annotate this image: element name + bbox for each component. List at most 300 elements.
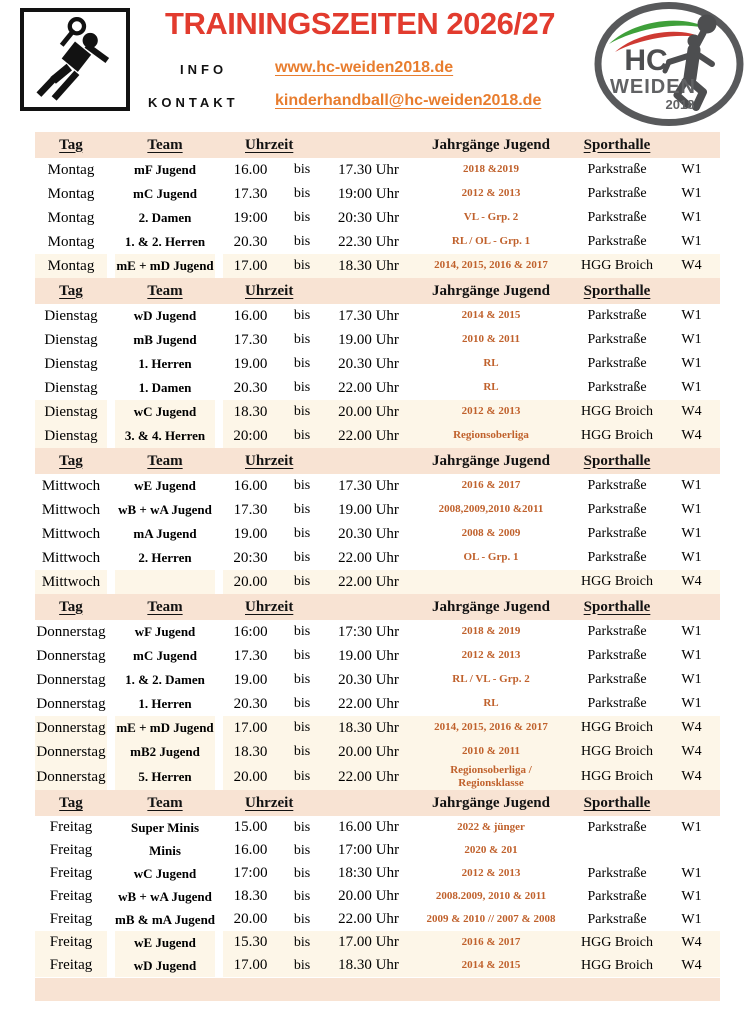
row-hall-code: W1 <box>681 819 702 835</box>
table-row <box>35 328 720 352</box>
row-sporthalle: HGG Broich <box>581 574 653 589</box>
column-gap <box>215 304 223 328</box>
column-gap <box>215 885 223 908</box>
hc-weiden-logo-icon <box>593 2 745 126</box>
row-team: Minis <box>149 842 181 858</box>
row-main <box>223 158 720 182</box>
row-sporthalle: Parkstraße <box>587 210 647 225</box>
table-row <box>35 862 720 885</box>
row-sporthalle: Parkstraße <box>587 624 647 639</box>
column-gap <box>107 862 115 885</box>
row-jahrgaenge: 2008.2009, 2010 & 2011 <box>435 890 547 903</box>
row-hall-code: W1 <box>681 696 702 711</box>
row-hall-code: W4 <box>681 934 702 950</box>
row-main <box>223 424 720 448</box>
row-start-time: 20.00 <box>233 573 268 590</box>
table-row <box>35 885 720 908</box>
column-gap <box>107 816 115 839</box>
row-start-time: 17.30 <box>233 185 268 202</box>
column-gap <box>215 158 223 182</box>
row-sporthalle: HGG Broich <box>581 258 653 273</box>
row-end-time: 22.00 Uhr <box>338 573 399 590</box>
row-day: Freitag <box>49 865 93 882</box>
row-bis-label: bis <box>293 842 311 858</box>
row-team: 2. Damen <box>138 210 192 225</box>
schedule-sections <box>35 132 720 977</box>
row-day: Montag <box>47 161 95 178</box>
row-day: Montag <box>47 209 95 226</box>
row-end-time: 22.00 Uhr <box>338 695 399 712</box>
row-end-time: 20.30 Uhr <box>338 355 399 372</box>
row-day: Freitag <box>35 931 107 954</box>
row-day: Mittwoch <box>35 570 107 594</box>
row-day: Donnerstag <box>36 623 106 640</box>
section-header-main <box>223 278 720 304</box>
row-end-time: 19.00 Uhr <box>338 501 399 518</box>
col-header-sporthalle: Sporthalle <box>583 452 651 469</box>
col-header-uhrzeit: Uhrzeit <box>245 136 294 153</box>
row-day: Montag <box>47 233 95 250</box>
row-jahrgaenge: VL - Grp. 2 <box>463 211 519 224</box>
section-header-main <box>223 448 720 474</box>
row-bis-label: bis <box>293 502 311 517</box>
row-day: Mittwoch <box>41 549 101 566</box>
row-sporthalle: Parkstraße <box>587 478 647 493</box>
row-day: Mittwoch <box>41 525 101 542</box>
row-start-time: 16.00 <box>233 161 268 178</box>
column-gap <box>215 546 223 570</box>
row-sporthalle: Parkstraße <box>587 380 647 395</box>
row-end-time: 22.00 Uhr <box>338 549 399 566</box>
row-jahrgaenge: 2014 & 2015 <box>461 959 521 972</box>
row-main <box>223 474 720 498</box>
row-end-time: 20.00 Uhr <box>338 743 399 760</box>
row-bis-label: bis <box>293 308 311 323</box>
row-hall-code: W1 <box>681 648 702 663</box>
row-bis-label: bis <box>293 356 311 371</box>
handball-pictogram-box <box>20 8 130 111</box>
row-bis-label: bis <box>293 550 311 565</box>
row-sporthalle: HGG Broich <box>581 769 653 785</box>
logo-text-hc: HC <box>624 44 668 77</box>
column-gap <box>107 230 115 254</box>
row-hall-code: W4 <box>681 957 702 973</box>
row-jahrgaenge: 2018 & 2019 <box>461 625 521 638</box>
row-start-time: 19:00 <box>233 209 268 226</box>
section-header-row <box>35 132 720 158</box>
column-gap <box>107 352 115 376</box>
row-main <box>223 620 720 644</box>
row-end-time: 22.00 Uhr <box>338 911 399 928</box>
row-hall-code: W4 <box>681 574 702 589</box>
row-end-time: 17.30 Uhr <box>338 477 399 494</box>
col-header-jahrgaenge: Jahrgänge Jugend <box>432 282 550 299</box>
column-gap <box>107 716 115 740</box>
column-gap <box>215 498 223 522</box>
row-hall-code: W1 <box>681 526 702 541</box>
table-row <box>35 954 720 977</box>
row-hall-code: W1 <box>681 911 702 927</box>
table-row <box>35 570 720 594</box>
row-end-time: 19:00 Uhr <box>337 185 400 202</box>
row-main <box>223 546 720 570</box>
row-sporthalle: Parkstraße <box>587 888 647 904</box>
row-end-time: 22.00 Uhr <box>338 768 399 785</box>
column-gap <box>215 278 223 304</box>
row-end-time: 17.30 Uhr <box>338 307 399 324</box>
section-header-row <box>35 790 720 816</box>
row-day: Mittwoch <box>41 477 101 494</box>
row-end-time: 18.30 Uhr <box>338 957 399 974</box>
row-end-time: 16.00 Uhr <box>338 819 399 836</box>
row-start-time: 18.30 <box>233 888 268 905</box>
row-jahrgaenge: Regionsoberliga / Regionsklasse <box>450 764 532 790</box>
column-gap <box>107 498 115 522</box>
row-bis-label: bis <box>293 234 311 249</box>
row-jahrgaenge: RL <box>483 357 499 370</box>
header-spacer <box>663 448 720 474</box>
row-hall-code: W1 <box>681 550 702 565</box>
table-row <box>35 692 720 716</box>
row-end-time: 20:30 Uhr <box>337 209 400 226</box>
row-jahrgaenge: 2014, 2015, 2016 & 2017 <box>434 721 548 734</box>
row-team: 2. Herren <box>138 550 192 565</box>
row-main <box>223 954 720 977</box>
table-row <box>35 206 720 230</box>
row-hall-code: W1 <box>681 502 702 517</box>
row-sporthalle: HGG Broich <box>581 957 653 973</box>
day-section-donnerstag <box>35 594 720 790</box>
row-end-time: 20.30 Uhr <box>338 525 399 542</box>
row-end-time: 20.00 Uhr <box>338 403 399 420</box>
col-header-jahrgaenge: Jahrgänge Jugend <box>432 452 550 469</box>
row-bis-label: bis <box>293 210 311 225</box>
col-header-sporthalle: Sporthalle <box>583 136 651 153</box>
column-gap <box>215 716 223 740</box>
row-team: wF Jugend <box>134 624 196 639</box>
col-header-tag: Tag <box>59 794 83 811</box>
row-start-time: 20.30 <box>233 379 268 396</box>
row-start-time: 17.00 <box>233 957 268 974</box>
row-team: Super Minis <box>130 819 200 835</box>
row-start-time: 17.30 <box>233 647 268 664</box>
row-team: wC Jugend <box>133 865 197 881</box>
row-main <box>223 764 720 790</box>
section-header-row <box>35 278 720 304</box>
column-gap <box>215 954 223 977</box>
email-link[interactable]: kinderhandball@hc-weiden2018.de <box>275 92 542 109</box>
row-main <box>223 182 720 206</box>
row-start-time: 16.00 <box>233 307 268 324</box>
row-hall-code: W4 <box>681 720 702 735</box>
row-start-time: 15.30 <box>233 934 268 951</box>
document-header <box>0 0 750 132</box>
row-day: Dienstag <box>44 379 98 396</box>
column-gap <box>215 594 223 620</box>
column-gap <box>215 474 223 498</box>
header-spacer <box>326 132 411 158</box>
row-team: wD Jugend <box>115 954 215 977</box>
col-header-sporthalle: Sporthalle <box>583 282 651 299</box>
row-end-time: 20.00 Uhr <box>338 888 399 905</box>
row-team: mE + mD Jugend <box>115 254 215 278</box>
logo-text-weiden: WEIDEN <box>610 76 696 98</box>
row-main <box>223 816 720 839</box>
row-start-time: 18.30 <box>233 743 268 760</box>
column-gap <box>107 304 115 328</box>
col-header-team: Team <box>147 452 183 469</box>
row-jahrgaenge: 2014 & 2015 <box>461 309 521 322</box>
column-gap <box>107 594 115 620</box>
row-bis-label: bis <box>293 888 311 904</box>
col-header-tag: Tag <box>59 136 83 153</box>
table-row <box>35 424 720 448</box>
column-gap <box>107 931 115 954</box>
column-gap <box>107 546 115 570</box>
column-gap <box>215 570 223 594</box>
column-gap <box>215 448 223 474</box>
table-row <box>35 522 720 546</box>
row-day: Dienstag <box>44 331 98 348</box>
header-spacer <box>326 448 411 474</box>
row-team: 5. Herren <box>115 764 215 790</box>
row-sporthalle: Parkstraße <box>587 162 647 177</box>
column-gap <box>215 352 223 376</box>
row-team: mE + mD Jugend <box>115 716 215 740</box>
row-bis-label: bis <box>293 186 311 201</box>
header-spacer <box>663 790 720 816</box>
row-sporthalle: HGG Broich <box>581 744 653 759</box>
row-sporthalle: Parkstraße <box>587 550 647 565</box>
row-sporthalle: Parkstraße <box>587 526 647 541</box>
column-gap <box>107 522 115 546</box>
section-header-main <box>223 790 720 816</box>
row-end-time: 22.00 Uhr <box>338 379 399 396</box>
row-bis-label: bis <box>293 934 311 950</box>
row-start-time: 16.00 <box>233 477 268 494</box>
row-sporthalle: Parkstraße <box>587 911 647 927</box>
col-header-sporthalle: Sporthalle <box>583 794 651 811</box>
column-gap <box>215 839 223 862</box>
row-hall-code: W4 <box>681 428 702 443</box>
column-gap <box>215 790 223 816</box>
page-title: TRAININGSZEITEN 2026/27 <box>165 6 555 41</box>
kontakt-label: KONTAKT <box>148 95 239 110</box>
row-team: 1. Damen <box>138 380 192 395</box>
table-row <box>35 400 720 424</box>
table-row <box>35 182 720 206</box>
col-header-jahrgaenge: Jahrgänge Jugend <box>432 136 550 153</box>
col-header-uhrzeit: Uhrzeit <box>245 452 294 469</box>
row-jahrgaenge: RL <box>483 697 499 710</box>
column-gap <box>215 644 223 668</box>
section-header-main <box>223 132 720 158</box>
column-gap <box>215 182 223 206</box>
row-hall-code: W4 <box>681 744 702 759</box>
row-sporthalle: Parkstraße <box>587 356 647 371</box>
row-jahrgaenge: 2008,2009,2010 &2011 <box>438 503 544 516</box>
row-bis-label: bis <box>293 720 311 735</box>
row-day: Donnerstag <box>36 647 106 664</box>
row-main <box>223 328 720 352</box>
row-main <box>223 908 720 931</box>
column-gap <box>215 230 223 254</box>
row-main <box>223 376 720 400</box>
row-bis-label: bis <box>293 957 311 973</box>
row-jahrgaenge: RL / OL - Grp. 1 <box>451 235 531 248</box>
row-hall-code: W4 <box>681 258 702 273</box>
column-gap <box>215 740 223 764</box>
table-row <box>35 546 720 570</box>
row-end-time: 17:30 Uhr <box>337 623 400 640</box>
row-hall-code: W4 <box>681 404 702 419</box>
section-header-main <box>223 594 720 620</box>
header-spacer <box>663 278 720 304</box>
row-team <box>115 570 215 594</box>
column-gap <box>107 182 115 206</box>
row-main <box>223 522 720 546</box>
table-row <box>35 816 720 839</box>
club-logo <box>593 2 745 126</box>
row-day: Freitag <box>35 954 107 977</box>
row-end-time: 17.00 Uhr <box>338 934 399 951</box>
handball-player-icon <box>24 12 126 107</box>
column-gap <box>107 158 115 182</box>
column-gap <box>107 206 115 230</box>
row-team: 1. & 2. Damen <box>125 672 205 687</box>
column-gap <box>107 692 115 716</box>
row-team: wB + wA Jugend <box>118 502 212 517</box>
column-gap <box>215 620 223 644</box>
table-row <box>35 668 720 692</box>
row-hall-code: W1 <box>681 865 702 881</box>
row-team: wD Jugend <box>133 308 197 323</box>
column-gap <box>215 908 223 931</box>
row-hall-code: W1 <box>681 162 702 177</box>
day-section-montag <box>35 132 720 278</box>
row-team: 1. & 2. Herren <box>124 234 206 249</box>
row-bis-label: bis <box>293 404 311 419</box>
column-gap <box>107 620 115 644</box>
row-end-time: 17:00 Uhr <box>337 842 400 859</box>
row-start-time: 17.00 <box>233 719 268 736</box>
row-main <box>223 692 720 716</box>
row-start-time: 20.00 <box>233 768 268 785</box>
row-team: mB Jugend <box>133 332 197 347</box>
row-start-time: 17:00 <box>233 865 268 882</box>
col-header-tag: Tag <box>59 452 83 469</box>
row-sporthalle: Parkstraße <box>587 186 647 201</box>
row-bis-label: bis <box>293 258 311 273</box>
column-gap <box>215 816 223 839</box>
row-start-time: 20.30 <box>233 695 268 712</box>
row-day: Dienstag <box>35 400 107 424</box>
row-sporthalle: HGG Broich <box>581 404 653 419</box>
row-jahrgaenge: Regionsoberliga <box>453 429 529 442</box>
row-hall-code: W1 <box>681 308 702 323</box>
row-start-time: 16.00 <box>233 842 268 859</box>
row-hall-code: W1 <box>681 234 702 249</box>
row-jahrgaenge: 2012 & 2013 <box>461 867 521 880</box>
row-day: Mittwoch <box>41 501 101 518</box>
header-spacer <box>326 790 411 816</box>
row-sporthalle: Parkstraße <box>587 819 647 835</box>
column-gap <box>215 424 223 448</box>
header-spacer <box>663 132 720 158</box>
row-team: mC Jugend <box>133 186 197 201</box>
row-start-time: 19.00 <box>233 355 268 372</box>
column-gap <box>215 692 223 716</box>
row-start-time: 15.00 <box>233 819 268 836</box>
row-day: Freitag <box>49 888 93 905</box>
logo-text-year: 2018 <box>665 97 695 112</box>
row-start-time: 18.30 <box>233 403 268 420</box>
row-bis-label: bis <box>293 624 311 639</box>
row-hall-code: W1 <box>681 624 702 639</box>
row-main <box>223 352 720 376</box>
row-jahrgaenge: 2020 & 201 <box>464 844 518 857</box>
row-day: Montag <box>35 254 107 278</box>
row-end-time: 18.30 Uhr <box>338 257 399 274</box>
column-gap <box>107 132 115 158</box>
row-start-time: 20:00 <box>233 427 268 444</box>
column-gap <box>215 132 223 158</box>
column-gap <box>107 885 115 908</box>
row-bis-label: bis <box>293 428 311 443</box>
row-sporthalle: Parkstraße <box>587 672 647 687</box>
row-start-time: 20.00 <box>233 911 268 928</box>
row-sporthalle: HGG Broich <box>581 428 653 443</box>
row-main <box>223 254 720 278</box>
row-jahrgaenge: 2012 & 2013 <box>461 649 521 662</box>
row-day: Montag <box>47 185 95 202</box>
col-header-team: Team <box>147 282 183 299</box>
row-day: Donnerstag <box>36 671 106 688</box>
row-hall-code: W1 <box>681 478 702 493</box>
row-bis-label: bis <box>293 526 311 541</box>
column-gap <box>107 474 115 498</box>
row-team: 1. Herren <box>138 696 192 711</box>
table-row <box>35 716 720 740</box>
row-bis-label: bis <box>293 819 311 835</box>
row-day: Donnerstag <box>36 695 106 712</box>
column-gap <box>107 954 115 977</box>
column-gap <box>107 668 115 692</box>
row-team: mB & mA Jugend <box>114 911 216 927</box>
row-main <box>223 206 720 230</box>
row-jahrgaenge: RL <box>483 381 499 394</box>
row-jahrgaenge: 2012 & 2013 <box>461 405 521 418</box>
table-row <box>35 839 720 862</box>
column-gap <box>215 931 223 954</box>
column-gap <box>107 278 115 304</box>
row-start-time: 20:30 <box>233 549 268 566</box>
row-day: Dienstag <box>35 424 107 448</box>
column-gap <box>107 570 115 594</box>
row-main <box>223 716 720 740</box>
table-row <box>35 644 720 668</box>
row-end-time: 18:30 Uhr <box>337 865 400 882</box>
row-start-time: 16:00 <box>233 623 268 640</box>
row-hall-code: W1 <box>681 210 702 225</box>
day-section-dienstag <box>35 278 720 448</box>
row-bis-label: bis <box>293 744 311 759</box>
table-row <box>35 304 720 328</box>
row-hall-code <box>663 839 720 862</box>
row-main <box>223 862 720 885</box>
website-link[interactable]: www.hc-weiden2018.de <box>275 59 454 76</box>
row-main <box>223 400 720 424</box>
